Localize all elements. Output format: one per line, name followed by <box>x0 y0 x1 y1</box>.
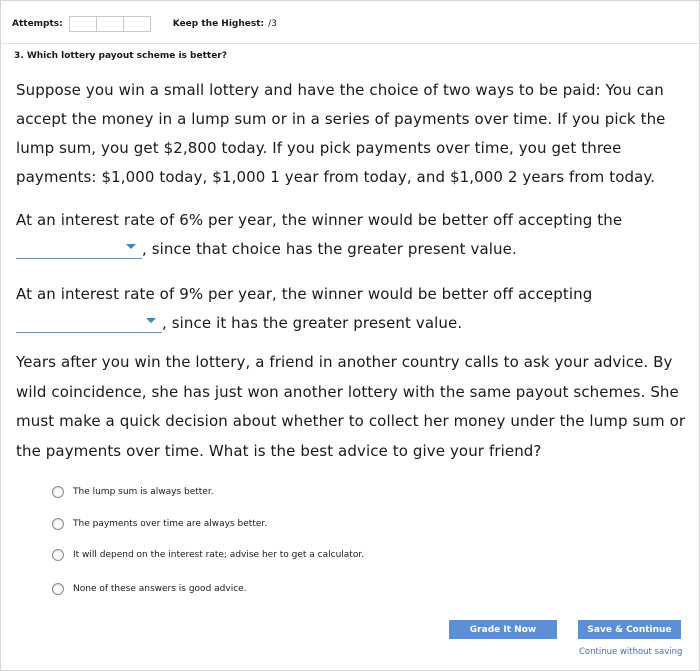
part1-after: , since that choice has the greater present value. <box>142 240 517 258</box>
keep-highest-label: Keep the Highest: <box>172 19 265 29</box>
part2-sentence <box>16 280 686 338</box>
question-intro: Suppose you win a small lottery and have the choice of two ways to be paid: You can accept the money in a lump sum or in a series of payments over time. If you pick the lump sum, you get $2,800 today. If you pick payments over time, you get three payments: $1,000 today, $1,000 1 year from today, and $1,000 2 years from today. <box>16 81 666 186</box>
radio-button[interactable] <box>52 549 64 561</box>
attempts-row <box>12 16 277 32</box>
option-label: The payments over time are always better. <box>73 519 268 529</box>
part1-dropdown[interactable] <box>16 240 142 259</box>
attempt-boxes <box>69 16 151 32</box>
part2-dropdown[interactable] <box>16 314 162 333</box>
continue-without-saving-link[interactable]: Continue without saving <box>579 647 683 657</box>
option-lump-sum[interactable] <box>52 486 214 498</box>
radio-button[interactable] <box>52 486 64 498</box>
option-label: It will depend on the interest rate; advise her to get a calculator. <box>73 550 365 560</box>
option-payments[interactable] <box>52 518 267 530</box>
scenario-text: Years after you win the lottery, a friend in another country calls to ask your advice. By wild coincidence, she has just won another lottery with the same payout schemes. She must make a quick decision about whether to collect her money under the lump sum or the payments over time. What is the best advice to give your friend? <box>16 353 686 460</box>
option-label: The lump sum is always better. <box>73 487 214 497</box>
save-continue-button[interactable]: Save & Continue <box>578 620 681 639</box>
part2-before: At an interest rate of 9% per year, the winner would be better off accepting <box>16 285 593 303</box>
option-none[interactable] <box>52 583 247 595</box>
part2-after: , since it has the greater present value. <box>162 314 463 332</box>
question-title: 3. Which lottery payout scheme is better? <box>14 51 227 61</box>
option-depends[interactable] <box>52 549 364 561</box>
radio-button[interactable] <box>52 518 64 530</box>
part1-sentence <box>16 206 686 264</box>
chevron-down-icon <box>126 244 136 249</box>
attempt-box <box>69 16 97 32</box>
part1-before: At an interest rate of 6% per year, the winner would be better off accepting the <box>16 211 623 229</box>
option-label: None of these answers is good advice. <box>73 584 247 594</box>
header-divider <box>0 43 700 44</box>
attempt-box <box>123 16 151 32</box>
attempts-label: Attempts: <box>12 19 63 29</box>
grade-it-now-button[interactable]: Grade It Now <box>449 620 557 639</box>
radio-button[interactable] <box>52 583 64 595</box>
keep-highest-value: /3 <box>268 19 277 29</box>
chevron-down-icon <box>146 318 156 323</box>
attempt-box <box>96 16 124 32</box>
